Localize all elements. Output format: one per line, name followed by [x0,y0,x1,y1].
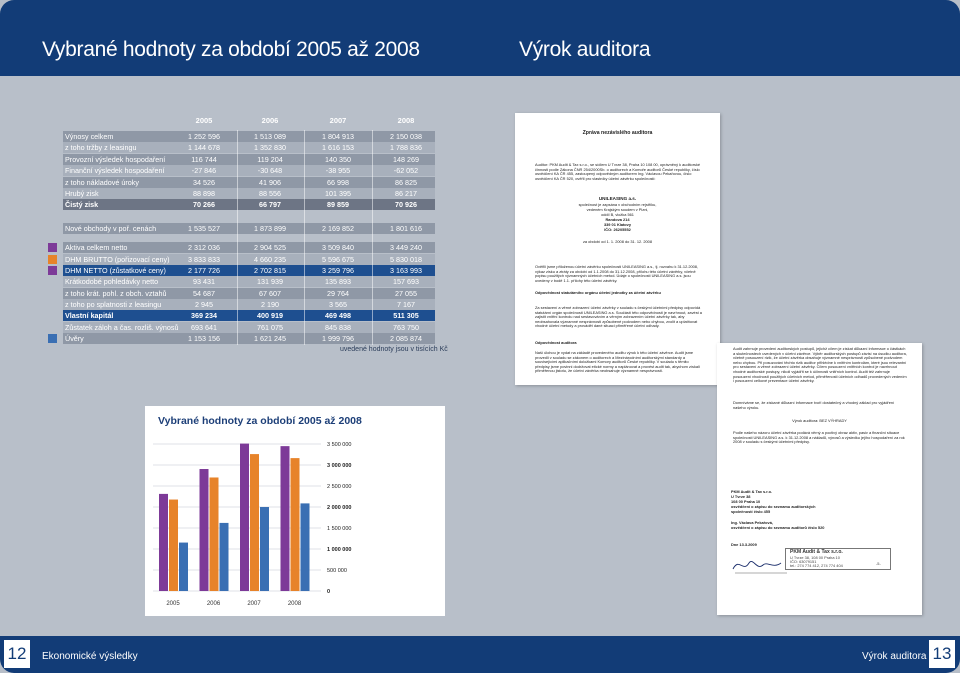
row-label: Zůstatek záloh a čas. rozliš. výnosů [65,323,179,332]
audit-company-ico: IČO: 26205552 [604,227,631,232]
row-value: -38 955 [325,166,351,175]
row-value: 761 075 [257,323,283,332]
row-value: 157 693 [393,277,419,286]
row-value: -30 648 [257,166,283,175]
row-value: 66 998 [327,178,349,187]
stamp-line1: PKM Audit & Tax s.r.o. [790,549,843,555]
row-label: Vlastní kapitál [65,311,114,320]
handwritten-signature [731,555,791,575]
stamp-line5: -5- [876,561,881,566]
y-tick-label: 2 000 000 [327,505,352,511]
audit-paragraph-4: Naší úlohou je vydat na základě provedeného auditu výrok k této účetní závěrce. Audit jsme provedli v souladu se zákonem o auditorech a Mezinárodními auditorskými standardy a souvisejícími aplikačními doložkami Komory auditorů České republiky. V souladu s těmito předpisy jsme povinni dodržovat etické normy a naplánovat a provést audit tak, abychom získali přiměřenou jistotu, že účetní závěrka neobsahuje významné nesprávnosti. [535,350,700,374]
audit-opinion: Výrok auditora: BEZ VÝHRADY [792,418,847,423]
row-value: 1 352 830 [254,143,286,152]
row-value: 1 252 596 [188,132,220,141]
signature-cert-1: osvědčení o zápisu do seznamu auditorských [731,504,816,509]
y-tick-label: 0 [327,589,331,595]
table-row [63,223,435,234]
row-label: Provozní výsledek hospodaření [65,155,166,164]
left-footer-label: Ekonomické výsledky [42,651,138,662]
legend-swatch [48,243,57,252]
row-value: 1 873 899 [254,224,286,233]
chart-title: Vybrané hodnoty za období 2005 až 2008 [158,415,362,427]
audit-paragraph-7: Podle našeho názoru účetní závěrka podává věrný a poctivý obraz aktiv, pasiv a finanční situace společnosti UNILEASING a.s. k 31.12.2008 a nákladů, výnosů a výsledku jejího hospodaření za rok 2008 v souladu s českými účetními předpisy. [733,430,905,445]
table-row [63,310,435,321]
table-row [63,242,435,253]
row-value: -27 846 [191,166,217,175]
table-row [63,177,435,188]
row-value: 3 163 993 [390,266,422,275]
y-tick-label: 1 000 000 [327,547,352,553]
row-value: 29 764 [327,289,349,298]
table-row [63,299,435,310]
x-tick-label: 2005 [166,601,180,607]
bar [220,523,229,591]
row-value: 3 449 240 [390,243,422,252]
audit-paragraph-6: Domníváme se, že získané důkazní informace tvoří dostatečný a vhodný základ pro vyjádření našeho výroku. [733,400,895,410]
row-value: 1 153 156 [188,334,220,343]
row-value: 1 144 678 [188,143,220,152]
year-header: 2005 [195,116,213,125]
x-tick-label: 2008 [287,601,302,607]
stamp-line2: U Tvrze 38, 108 00 Praha 10 [790,555,840,560]
row-value: 148 269 [393,155,419,164]
table-row [63,276,435,287]
y-tick-label: 3 500 000 [327,442,352,448]
row-value: 101 395 [325,189,351,198]
row-label: Finanční výsledek hospodaření [65,166,165,175]
row-label: Aktiva celkem netto [65,243,128,252]
right-page-number: 13 [929,640,955,668]
year-header: 2007 [329,116,347,125]
bar [281,446,290,591]
row-label: z toho po splatnosti z leasingu [65,300,162,309]
audit-paragraph-2: Ověřili jsme přiloženou účetní závěrku společnosti UNILEASING a.s., tj. rozvahu k 31.12.2008, výkaz zisku a ztráty za období od 1.1.2008 do 31.12.2008, přílohu této účetní závěrky, včetně popisu použitých významných účetních metod. Údaje o společnosti UNILEASING a.s. jsou uvedeny v bodě 1.1. přílohy této účetní závěrky. [535,264,699,283]
row-value: 86 825 [395,178,417,187]
bar [159,494,168,591]
legend-swatch [48,266,57,275]
row-value: 88 556 [259,189,281,198]
row-value: 2 904 525 [254,243,286,252]
bar [240,444,249,591]
y-tick-label: 2 500 000 [327,484,352,490]
row-label: Výnosy celkem [65,132,114,141]
row-value: 2 312 036 [188,243,220,252]
company-stamp [785,548,891,570]
row-label: Nové obchody v poř. cenách [65,224,157,233]
row-value: 89 859 [327,200,349,209]
audit-company-city: 339 01 Klatovy [603,222,632,227]
row-value: 845 838 [325,323,351,332]
row-value: 2 177 726 [188,266,220,275]
row-value: 400 919 [257,311,283,320]
row-value: 88 898 [193,189,215,198]
row-value: 140 350 [325,155,351,164]
row-label: z toho krát. pohl. z obch. vztahů [65,289,167,298]
bar [200,469,209,591]
column-divider [304,130,305,345]
y-tick-label: 500 000 [327,568,347,574]
row-value: 763 750 [393,323,419,332]
table-row [63,199,435,210]
row-value: 369 234 [191,311,217,320]
x-tick-label: 2007 [247,601,261,607]
row-label: Čistý zisk [65,200,99,209]
y-tick-label: 1 500 000 [327,526,352,532]
row-value: 135 893 [325,277,351,286]
row-value: 1 535 527 [188,224,220,233]
right-page-title: Výrok auditora [519,38,651,61]
row-value: 93 431 [193,277,215,286]
audit-company-street: Randova 214 [605,217,630,222]
table-row [63,333,435,344]
header-bar [0,0,960,76]
row-value: 1 801 616 [390,224,422,233]
row-value: 4 660 235 [254,255,286,264]
row-value: 66 797 [259,200,281,209]
row-value: 2 190 [261,300,279,309]
row-value: 131 939 [257,277,283,286]
audit-period: za období od 1. 1. 2008 do 31. 12. 2008 [582,239,652,244]
right-footer-label: Výrok auditora [862,651,927,662]
table-note: uvedené hodnoty jsou v tisících Kč [340,346,448,353]
table-row [63,265,435,276]
signature-cert-2: společností číslo 455 [731,509,771,514]
signature-firm: PKM Audit & Tax s.r.o. [731,489,773,494]
row-label: DHM NETTO (zůstatkové ceny) [65,266,166,275]
signature-auditor-cert: osvědčení o zápisu do seznamu auditorů číslo 520 [731,525,825,530]
x-tick-label: 2006 [206,601,221,607]
y-tick-label: 3 000 000 [327,463,352,469]
table-row [63,154,435,165]
left-page-number: 12 [4,640,30,668]
table-row [63,188,435,199]
bar-chart [145,406,445,616]
bar [291,458,300,591]
audit-intro: Auditor: PKM Audit & Tax s.r.o., se sídlem U Tvrze 38, Praha 10 108 00, oprávněný k auditorské činnosti podle Zákona ČNR 254/2000Sb. o auditorech a Komoře auditorů České republiky, číslo osvědčení KA ČR 455, zastoupený odpovědným auditorem Ing. Václavou Pekařovou, číslo osvědčení KA ČR 520, ověřil pro vlastníky účetní závěrku společnosti: [535,162,701,181]
row-value: 3 509 840 [322,243,354,252]
table-row [63,165,435,176]
row-value: 469 498 [325,311,351,320]
row-value: 70 266 [193,200,215,209]
row-value: 3 565 [329,300,347,309]
audit-title: Zpráva nezávislého auditora [582,130,653,136]
table-row [63,288,435,299]
row-value: 27 055 [395,289,417,298]
row-label: Hrubý zisk [65,189,99,198]
table-row [63,322,435,333]
year-header: 2006 [261,116,279,125]
bar [179,543,188,591]
row-value: 5 596 675 [322,255,354,264]
row-value: 54 687 [193,289,215,298]
bar [169,500,178,591]
row-label: z toho tržby z leasingu [65,143,137,152]
audit-heading-1: Odpovědnost statutárního orgánu účetní jednotky za účetní závěrku [535,290,661,295]
row-value: 41 906 [259,178,281,187]
footer-bar [0,636,960,673]
row-value: 693 641 [191,323,217,332]
audit-heading-2: Odpovědnost auditora [535,340,577,345]
left-page-title: Vybrané hodnoty za období 2005 až 2008 [42,38,420,61]
signature-auditor: Ing. Václava Pekařová, [731,520,773,525]
table-row [63,254,435,265]
row-label: Úvěry [65,334,84,343]
row-value: 86 217 [395,189,417,198]
chart-plot [145,406,445,616]
row-value: 67 607 [259,289,281,298]
column-divider [237,130,238,345]
bar [301,503,310,591]
bar [250,454,259,591]
audit-company-line3: oddíl B, vložka 561 [601,212,634,217]
audit-paragraph-3: Za sestavení a věrné zobrazení účetní závěrky v souladu s českými účetními předpisy odpovídá statutární orgán společnosti UNILEASING a.s. Součástí této odpovědnosti je navrhnout, zavést a zajistit vnitřní kontrolu nad sestavováním a věrným zobrazením účetní závěrky tak, aby neobsahovala významné nesprávnosti způsobené podvodem nebo chybou, zvolit a uplatňovat vhodné účetní metody a provádět dané situaci přiměřené účetní odhady. [535,305,702,329]
signature-date: Dne 13.3.2009 [731,542,757,547]
audit-report-page-2 [717,343,922,615]
table-row [63,131,435,142]
row-value: 2 702 815 [254,266,286,275]
row-value: 1 804 913 [322,132,354,141]
row-value: 1 616 153 [322,143,354,152]
row-label: Krátkodobé pohledávky netto [65,277,159,286]
stamp-line4: tel.: 274 774 412, 274 774 404 [790,563,843,568]
column-divider [372,130,373,345]
row-label: z toho nákladové úroky [65,178,139,187]
row-value: 511 305 [393,311,419,320]
row-label: DHM BRUTTO (pořizovací ceny) [65,255,170,264]
row-value: -62 052 [393,166,419,175]
row-value: 2 085 874 [390,334,422,343]
row-value: 34 526 [193,178,215,187]
legend-swatch [48,334,57,343]
stamp-line3: IČO: 63079151 [790,559,817,564]
row-value: 1 621 245 [254,334,286,343]
row-value: 119 204 [257,155,283,164]
row-value: 1 513 089 [254,132,286,141]
row-value: 1 788 836 [390,143,422,152]
table-row [63,142,435,153]
row-value: 2 150 038 [390,132,422,141]
year-header: 2008 [397,116,415,125]
audit-company: UNILEASING a.s. [598,196,637,201]
bar [260,507,269,591]
audit-company-line2: vedeném Krajským soudem v Plzni, [586,207,649,212]
row-value: 7 167 [397,300,415,309]
row-value: 2 945 [195,300,213,309]
row-value: 116 744 [191,155,217,164]
audit-company-line1: společnost je zapsána v obchodním rejstříku, [578,202,657,207]
row-value: 70 926 [395,200,417,209]
audit-paragraph-5: Audit zahrnuje provedení auditorských postupů, jejichž cílem je získat důkazní informace o částkách a skutečnostech uvedených v účetní závěrce. Výběr auditorských postupů závisí na úsudku auditora, včetně posouzení rizik, že účetní závěrka obsahuje významné nesprávnosti způsobené podvodem nebo chybou. Při posuzování těchto rizik auditor přihlédne k vnitřním kontrolám, které jsou relevantní pro sestavení a věrné zobrazení účetní závěrky. Cílem posouzení vnitřních kontrol je navrhnout vhodné auditorské postupy, nikoli vyjádřit se k účinnosti vnitřních kontrol. Audit též zahrnuje posouzení vhodnosti použitých účetních metod, přiměřenosti účetních odhadů provedených vedením i posouzení celkové prezentace účetní závěrky. [733,346,907,384]
bar [210,477,219,591]
signature-street: U Tvrze 38 [731,494,751,499]
row-value: 3 833 833 [188,255,220,264]
row-value: 1 999 796 [322,334,354,343]
row-value: 2 169 852 [322,224,354,233]
legend-swatch [48,255,57,264]
row-value: 5 830 018 [390,255,422,264]
signature-city: 108 00 Praha 10 [731,499,761,504]
row-value: 3 259 796 [322,266,354,275]
audit-report-page-1 [515,113,720,385]
